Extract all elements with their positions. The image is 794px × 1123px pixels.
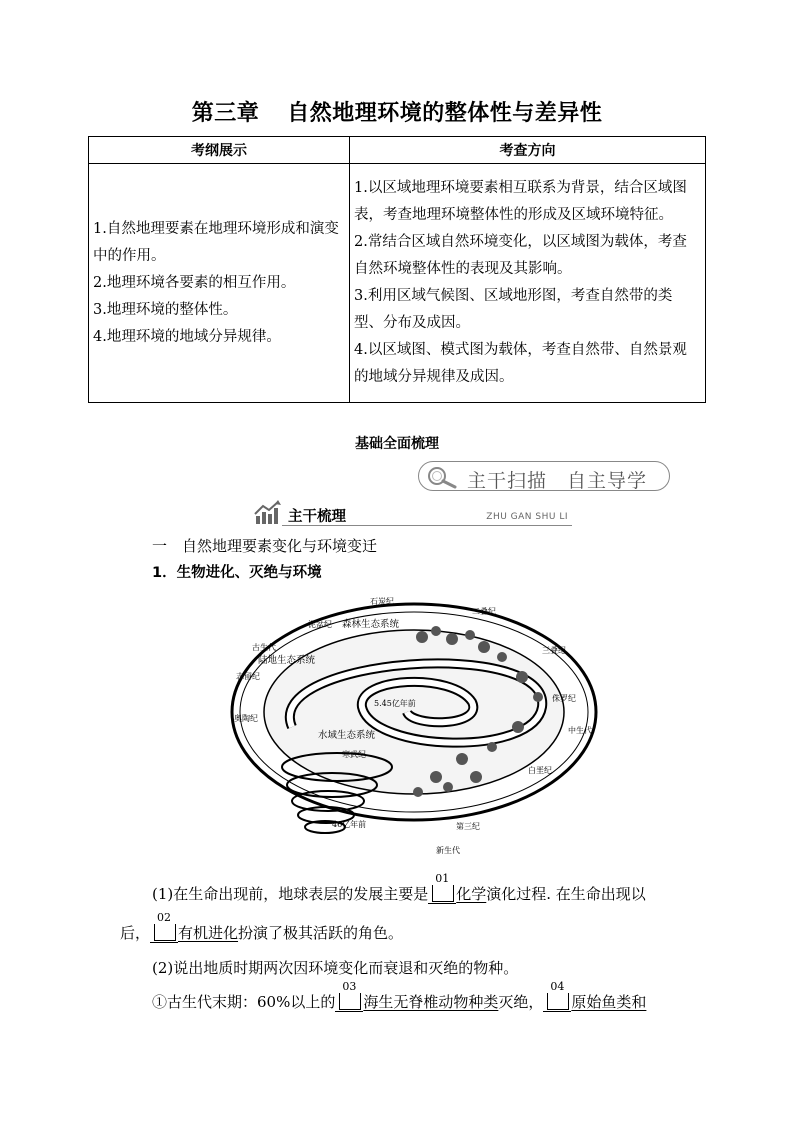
col-header-direction: 考查方向 [350,137,706,164]
subhead-underline [282,525,572,526]
magnifier-icon [425,465,461,489]
label-erdie: 二叠纪 [472,607,496,616]
col-header-outline: 考纲展示 [89,137,350,164]
answer-01: 化学 [456,885,487,903]
answer-04: 原始鱼类和 [571,993,647,1011]
label-46: 46亿年前 [332,820,367,829]
label-zhongsheng: 中生代 [568,726,592,735]
answer-blank[interactable]: 04 [545,989,569,1013]
label-xinsheng: 新生代 [436,846,460,855]
outline-item: 3.地理环境的整体性。 [93,301,238,318]
label-zhuluo: 侏罗纪 [552,694,576,703]
label-gusheng: 古生代 [252,643,276,652]
trend-chart-icon [254,500,282,526]
outline-item: 4.地理环境的地域分异规律。 [93,328,281,345]
label-nipen: 泥盆纪 [308,620,332,629]
answer-03: 海生无脊椎动物种类 [363,993,499,1011]
chapter-title: 第三章 自然地理环境的整体性与差异性 [191,101,603,126]
outline-cell [89,164,350,403]
outline-item: 2.地理环境各要素的相互作用。 [93,274,296,291]
direction-item: 4.以区域图、模式图为载体，考查自然带、自然景观的地域分异规律及成因。 [354,342,687,385]
para-2: (2)说出地质时期两次因环境变化而衰退和灭绝的物种。 [152,959,519,977]
direction-item: 3.利用区域气候图、区域地形图，考查自然带的类型、分布及成因。 [354,288,673,331]
label-shitan: 石炭纪 [370,597,394,606]
direction-item: 1.以区域地理环境要素相互联系为背景，结合区域图表，考查地理环境整体性的形成及区域环境特征。 [354,180,687,223]
label-shuiyu: 水域生态系统 [318,730,376,741]
banner-pill [418,461,670,491]
answer-blank[interactable]: 01 [430,881,454,905]
para-1-line-1: (1)在生命出现前，地球表层的发展主要是 01 化学演化过程. 在生命出现以 [152,872,646,903]
subhead-english: ZHU GAN SHU LI [486,512,568,522]
label-zhiliu: 志留纪 [236,672,260,681]
outline-item: 1.自然地理要素在地理环境形成和演变中的作用。 [93,220,339,264]
label-baie: 白垩纪 [528,766,552,775]
section-title: 基础全面梳理 [355,436,439,452]
banner-text: 主干扫描 自主导学 [467,470,648,492]
para-3: ①古生代末期：60%以上的 03 海生无脊椎动物种类灭绝， 04 原始鱼类和 [152,980,647,1011]
label-545: 5.45亿年前 [374,699,416,708]
para-1-line-2: 后， 02 有机进化扮演了极其活跃的角色。 [120,911,404,942]
label-senlin: 森林生态系统 [342,619,400,630]
label-disan: 第三纪 [456,822,480,831]
label-sandie: 三叠纪 [542,646,566,655]
exam-outline-table [88,136,706,403]
heading-2: 1．生物进化、灭绝与环境 [152,565,322,581]
label-hanwu: 寒武纪 [342,750,366,759]
direction-cell [350,164,706,403]
direction-item: 2.常结合区域自然环境变化，以区域图为载体，考查自然环境整体性的表现及其影响。 [354,234,687,277]
answer-blank[interactable]: 02 [152,920,176,944]
heading-1: 一 自然地理要素变化与环境变迁 [152,537,378,555]
label-aotao: 奥陶纪 [234,714,258,723]
answer-02: 有机进化 [178,924,239,942]
answer-blank[interactable]: 03 [337,989,361,1013]
subhead-label: 主干梳理 [288,509,346,525]
subhead-bar [254,498,572,528]
label-ludi: 陆地生态系统 [258,655,316,666]
evolution-spiral-diagram [222,587,606,867]
